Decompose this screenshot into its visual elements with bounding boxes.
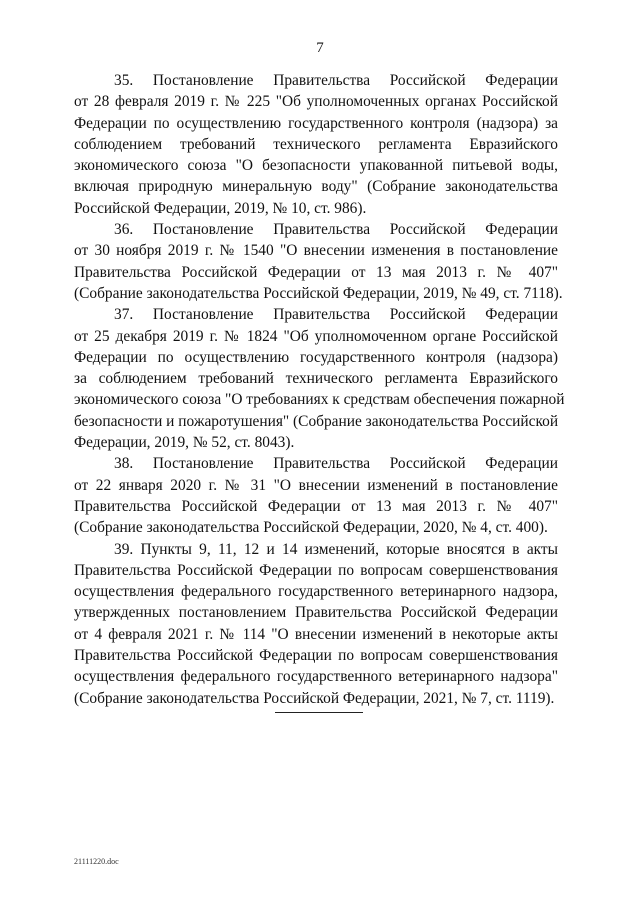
text-line: (Собрание законодательства Российской Федерации, 2019, № 49, ст. 7118). <box>74 284 563 302</box>
text-line: Федерации, 2019, № 52, ст. 8043). <box>74 434 295 452</box>
text-line: Российской Федерации, 2019, № 10, ст. 986). <box>74 199 367 217</box>
document-body <box>74 70 565 709</box>
text-line: утвержденных постановлением Правительства Российской Федерации <box>74 604 558 622</box>
text-line: (Собрание законодательства Российской Федерации, 2021, № 7, ст. 1119). <box>74 689 555 707</box>
paragraph-first-line: 37. Постановление Правительства Российской Федерации <box>114 306 558 324</box>
text-line: от 4 февраля 2021 г. № 114 "О внесении изменений в некоторые акты <box>74 625 558 643</box>
text-line: Правительства Российской Федерации по вопросам совершенствования <box>74 647 558 665</box>
text-line: за соблюдением требований технического регламента Евразийского <box>74 370 558 388</box>
end-divider <box>275 712 363 713</box>
text-line: Правительства Российской Федерации по вопросам совершенствования <box>74 561 558 579</box>
text-line: осуществления федерального государственного ветеринарного надзора" <box>74 668 558 686</box>
text-line: соблюдением требований технического регламента Евразийского <box>74 135 558 153</box>
text-line: от 25 декабря 2019 г. № 1824 "Об уполномоченном органе Российской <box>74 327 558 345</box>
text-line: Федерации по осуществлению государственного контроля (надзора) <box>74 348 558 366</box>
page-number: 7 <box>316 40 324 56</box>
text-line: экономического союза "О требованиях к средствам обеспечения пожарной <box>74 391 565 409</box>
paragraph-first-line: 38. Постановление Правительства Российской Федерации <box>114 455 558 473</box>
text-line: (Собрание законодательства Российской Федерации, 2020, № 4, ст. 400). <box>74 519 548 537</box>
text-line: осуществления федерального государственного ветеринарного надзора, <box>74 583 558 601</box>
paragraph-first-line: 36. Постановление Правительства Российской Федерации <box>114 221 558 239</box>
paragraph-first-line: 35. Постановление Правительства Российской Федерации <box>114 72 558 89</box>
text-line: Правительства Российской Федерации от 13 мая 2013 г. № 407" <box>74 263 558 281</box>
text-line: Федерации по осуществлению государственного контроля (надзора) за <box>74 114 558 132</box>
file-code: 21111220.doc <box>74 857 119 866</box>
text-line: включая природную минеральную воду" (Собрание законодательства <box>74 178 558 196</box>
text-line: от 30 ноября 2019 г. № 1540 "О внесении изменения в постановление <box>74 242 558 260</box>
text-line: от 28 февраля 2019 г. № 225 "Об уполномоченных органах Российской <box>74 93 558 111</box>
text-line: безопасности и пожаротушения" (Собрание законодательства Российской <box>74 412 559 430</box>
text-line: от 22 января 2020 г. № 31 "О внесении изменений в постановление <box>74 476 558 494</box>
text-line: экономического союза "О безопасности упакованной питьевой воды, <box>74 157 558 175</box>
text-line: Правительства Российской Федерации от 13 мая 2013 г. № 407" <box>74 497 558 515</box>
paragraph-first-line: 39. Пункты 9, 11, 12 и 14 изменений, которые вносятся в акты <box>114 540 558 558</box>
